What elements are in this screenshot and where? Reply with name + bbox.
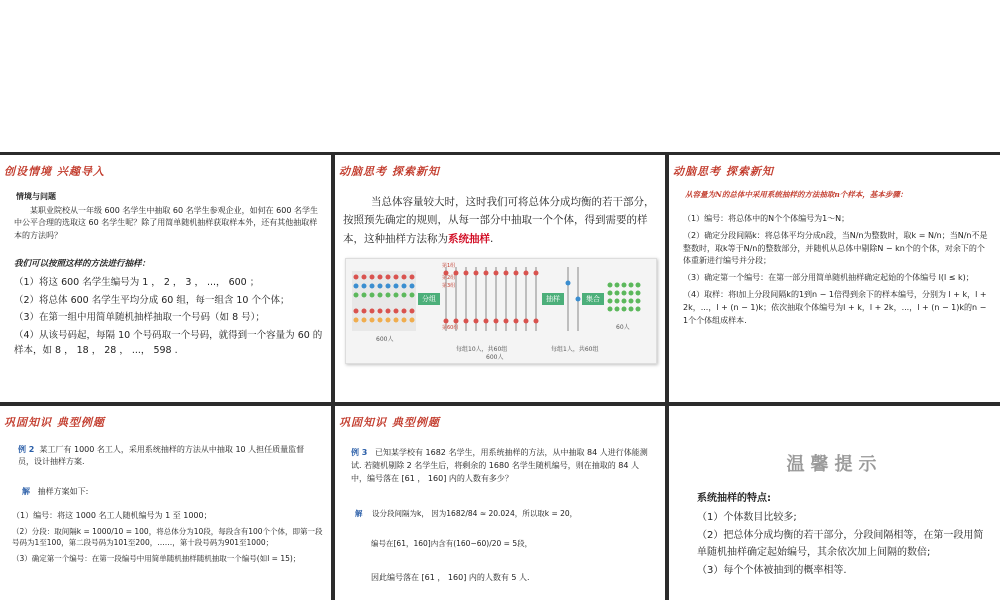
solution-text: 设分段间隔为k， 因为1682/84 ≈ 20.024，所以取k = 20，: [372, 509, 578, 518]
steps-intro: 从容量为N的总体中采用系统抽样的方法抽取n个样本，基本步骤：: [685, 190, 908, 199]
term-systematic-sampling: 系统抽样: [448, 232, 490, 245]
slide-2-header: 动脑思考 探索新知: [339, 165, 440, 178]
step-item: （4）从该号码起，每隔 10 个号码取一个号码，就得到一个容量为 60 的样本，如 8 ， 18 ， 28 ， ...， 598 .: [14, 330, 323, 356]
feature-item: （3）每个个体被抽到的概率相等.: [697, 564, 847, 576]
solution-line-2: 编号在[61，160]内含有(160−60)/20 = 5段，: [371, 539, 533, 548]
slide-3-header: 动脑思考 探索新知: [673, 165, 774, 178]
slide-3-thumbnail[interactable]: [669, 155, 1000, 402]
label-total: 600人: [376, 336, 394, 343]
scenario-paragraph: 某职业院校从一年级 600 名学生中抽取 60 名学生参观企业，如何在 600 名学生中公平合理的选取这 60 名学生呢？除了用简单随机抽样获取样本外，还有其他抽取样本的方法吗？: [14, 206, 318, 240]
solution-text: 抽样方案如下:: [37, 487, 89, 496]
feature-title: 系统抽样的特点:: [697, 493, 771, 504]
solution-label: 解: [22, 487, 30, 496]
feature-title-text: 系统抽样的特点: [697, 493, 767, 504]
scenario-label: 情境与问题: [16, 192, 56, 201]
solution-line: [22, 486, 88, 498]
slide-4-header: 巩固知识 典型例题: [4, 416, 105, 429]
groups-columns: [446, 267, 536, 331]
arrow-sample: 抽样: [542, 293, 564, 305]
method-lead: 我们可以按照这样的方法进行抽样：: [14, 259, 151, 269]
population-grid: [352, 271, 416, 331]
feature-item: （1）个体数目比较多;: [697, 512, 797, 523]
slide-2-thumbnail[interactable]: [335, 155, 665, 402]
arrow-group: 分组: [418, 293, 440, 305]
solution-step: （3）确定第一个编号：在第一段编号中用简单随机抽样随机抽取一个编号(如l = 15)；: [12, 553, 301, 563]
example-label: 例 3: [351, 448, 368, 457]
top-blank-area: [0, 0, 1000, 152]
example-text: 已知某学校有 1682 名学生，用系统抽样的方法，从中抽取 84 人进行体能测试. 若随机剔除 2 名学生后，将剩余的 1680 名学生随机编号，则在抽取的 84 人中，编号落在 [61 ， 160] 内的人数有多少？: [351, 448, 648, 484]
group-label-top: 第1组: [442, 263, 456, 269]
slide-4-thumbnail[interactable]: [0, 406, 331, 600]
result-grid: [608, 283, 641, 312]
step-item: （2）将总体 600 名学生平均分成 60 组，每一组含 10 个个体；: [14, 294, 290, 306]
step-item: （3）在第一组中用简单随机抽样抽取一个号码（如 8 号）；: [14, 312, 265, 324]
feature-item: （2）把总体分成均衡的若干部分，分段间隔相等，在第一段用简单随机抽样确定起始编号，其余依次加上间隔的数倍;: [697, 529, 984, 558]
solution-label: 解: [355, 509, 363, 518]
step-item: （4）取样：将l加上分段间隔k的1到n − 1倍得到余下的样本编号，分别为 l + k，l + 2k，...，l + (n − 1)k；依次抽取个体编号为l + k，l + 2k，...，l + (n − 1)k的n − 1个个体组成样本.: [683, 289, 987, 325]
slide-1-header: 创设情境 兴趣导入: [4, 165, 105, 178]
feature-list: [697, 509, 987, 579]
definition-text: 当总体容量较大时，这时我们可将总体分成均衡的若干部分，按照预先确定的规则，从每一部分中抽取一个个体，得到需要的样本，这种抽样方法称为: [343, 196, 655, 245]
steps-list: [683, 213, 989, 327]
solution-line-3: 因此编号落在 [61 ， 160] 内的人数有 5 人.: [371, 573, 530, 582]
label-result: 60人: [616, 324, 630, 331]
solution-step: （1）编号：将这 1000 名工人随机编号为 1 至 1000；: [12, 511, 212, 520]
slide-5-header: 巩固知识 典型例题: [339, 416, 440, 429]
figure-caption: 600人: [486, 354, 504, 361]
group-label-mid2: 第3组: [442, 283, 456, 289]
solution-steps: [12, 510, 326, 564]
notice-title: 温馨提示: [786, 454, 883, 475]
slide-6-thumbnail[interactable]: [669, 406, 1000, 600]
group-figures: [444, 271, 539, 324]
example-3: [351, 446, 653, 486]
arrow-collect: 集合: [582, 293, 604, 305]
group-label-mid: 第2组: [442, 275, 456, 281]
slide-1-thumbnail[interactable]: [0, 155, 331, 402]
step-item: （3）确定第一个编号：在第一部分用简单随机抽样确定起始的个体编号 l(l ≤ k)；: [683, 273, 974, 283]
example-text: 某工厂有 1000 名工人，采用系统抽样的方法从中抽取 10 人担任质量监督员，设计抽样方案.: [18, 445, 305, 467]
step-item: （1）编号：将总体中的N个个体编号为1～N；: [683, 214, 850, 223]
step-item: （1）将这 600 名学生编号为 1 ， 2 ， 3 ， ...， 600 ；: [14, 277, 260, 288]
definition-end: .: [490, 232, 494, 245]
group-label-bottom: 第60组: [442, 325, 459, 331]
slide-5-thumbnail[interactable]: [335, 406, 665, 600]
example-label: 例 2: [18, 445, 35, 454]
label-picks: 每组1人，共60组: [551, 346, 599, 353]
solution-line-1: [355, 508, 655, 520]
step-item: （2）确定分段间隔k：将总体平均分成n段，当N/n为整数时，取k = N/n；当N/n不是整数时，取k等于N/n的整数部分，并随机从总体中剔除N − kn个的个体，对余下的个体重新进行编号并分段；: [683, 230, 988, 266]
label-groups: 每组10人，共60组: [456, 346, 508, 353]
sampling-diagram-svg: [346, 259, 656, 363]
example-2: [18, 444, 320, 469]
steps-list: [14, 276, 326, 359]
population-block: [352, 271, 416, 331]
definition-paragraph: [343, 193, 657, 248]
solution-step: （2）分段：取间隔k = 1000/10 = 100，将总体分为10段，每段含有100个个体，即第一段号码为1至100，第二段号码为101至200，……，第十段号码为901至1000；: [12, 527, 323, 548]
sampling-diagram: [345, 258, 657, 364]
